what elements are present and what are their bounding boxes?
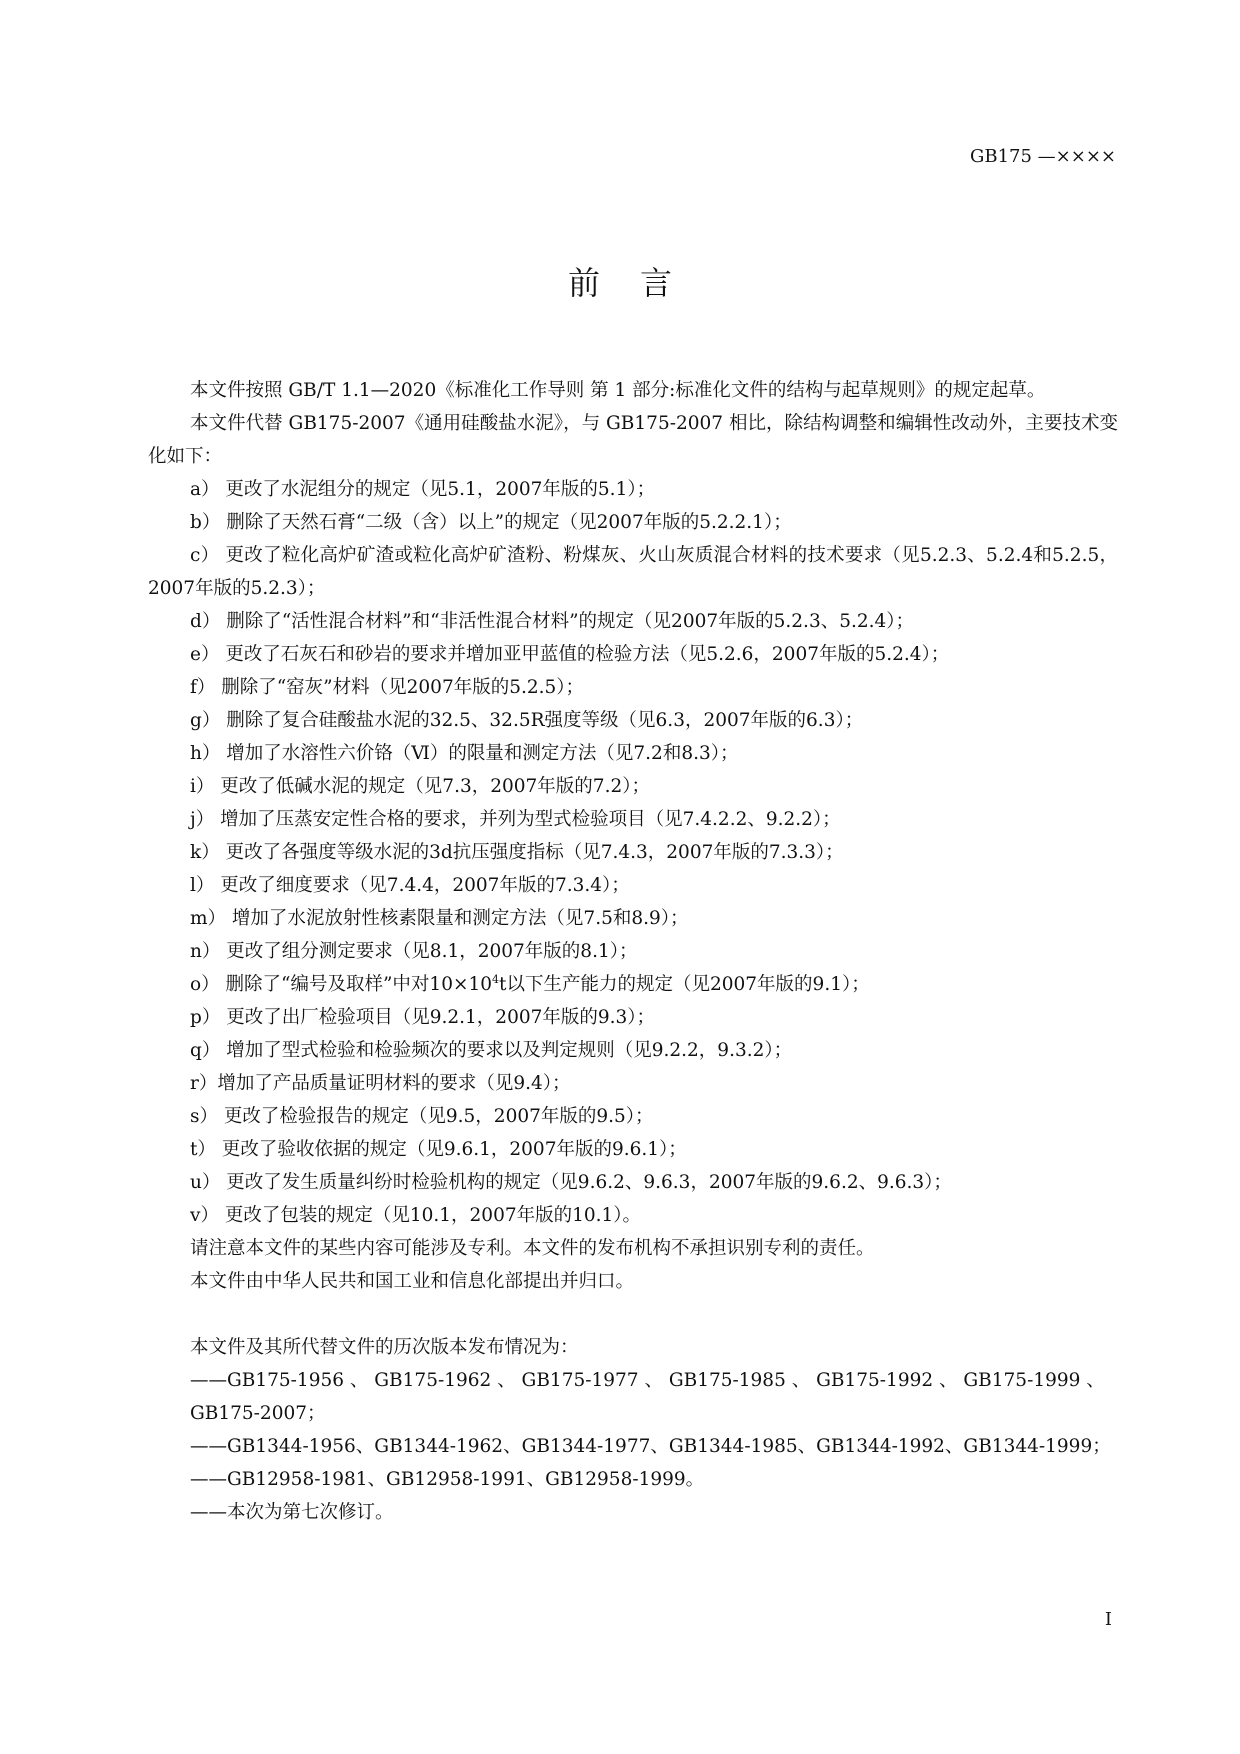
change-item-q: q） 增加了型式检验和检验频次的要求以及判定规则（见9.2.2，9.3.2）； — [190, 1040, 793, 1061]
change-item-o-exponent: 4 — [492, 972, 500, 986]
document-code: GB175 —×××× — [969, 146, 1116, 167]
page-number: I — [1104, 1609, 1112, 1630]
history-line-gb1344: ——GB1344-1956、GB1344-1962、GB1344-1977、GB1344-1985、GB1344-1992、GB1344-1999； — [190, 1436, 1111, 1457]
history-line-revision: ——本次为第七次修订。 — [190, 1502, 394, 1523]
change-item-h: h） 增加了水溶性六价铬（Ⅵ）的限量和测定方法（见7.2和8.3）； — [190, 743, 739, 764]
foreword-body — [148, 374, 1118, 1529]
proposer-notice: 本文件由中华人民共和国工业和信息化部提出并归口。 — [190, 1271, 635, 1292]
change-item-k: k） 更改了各强度等级水泥的3d抗压强度指标（见7.4.3，2007年版的7.3.3）； — [190, 842, 844, 863]
intro-paragraph-2: 本文件代替 GB175-2007《通用硅酸盐水泥》，与 GB175-2007 相比，除结构调整和编辑性改动外，主要技术变化如下： — [148, 413, 1118, 467]
change-item-d: d） 删除了“活性混合材料”和“非活性混合材料”的规定（见2007年版的5.2.3、5.2.4）； — [190, 611, 915, 632]
patent-notice: 请注意本文件的某些内容可能涉及专利。本文件的发布机构不承担识别专利的责任。 — [190, 1238, 875, 1259]
change-item-t: t） 更改了验收依据的规定（见9.6.1，2007年版的9.6.1）； — [190, 1139, 687, 1160]
change-item-b: b） 删除了天然石膏“二级（含）以上”的规定（见2007年版的5.2.2.1）； — [190, 512, 792, 533]
change-item-n: n） 更改了组分测定要求（见8.1，2007年版的8.1）； — [190, 941, 638, 962]
change-item-l: l） 更改了细度要求（见7.4.4，2007年版的7.3.4）； — [190, 875, 630, 896]
change-item-p: p） 更改了出厂检验项目（见9.2.1，2007年版的9.3）； — [190, 1007, 656, 1028]
intro-paragraph-1: 本文件按照 GB/T 1.1—2020《标准化工作导则 第 1 部分:标准化文件的结构与起草规则》的规定起草。 — [190, 380, 1046, 401]
change-item-e: e） 更改了石灰石和砂岩的要求并增加亚甲蓝值的检验方法（见5.2.6，2007年版的5.2.4）； — [190, 644, 950, 665]
change-item-j: j） 增加了压蒸安定性合格的要求，并列为型式检验项目（见7.4.2.2、9.2.2）； — [190, 809, 841, 830]
page-title — [0, 258, 1240, 304]
history-line-gb175: ——GB175-1956 、 GB175-1962 、 GB175-1977 、 GB175-1985 、 GB175-1992 、 GB175-1999 、GB175-2007； — [190, 1370, 1105, 1424]
change-item-r: r）增加了产品质量证明材料的要求（见9.4）； — [190, 1073, 571, 1094]
change-item-o-before: o） 删除了“编号及取样”中对10×10 — [190, 974, 493, 995]
change-item-v: v） 更改了包装的规定（见10.1，2007年版的10.1）。 — [190, 1205, 642, 1226]
change-item-i: i） 更改了低碱水泥的规定（见7.3，2007年版的7.2）； — [190, 776, 650, 797]
change-item-m: m） 增加了水泥放射性核素限量和测定方法（见7.5和8.9）； — [190, 908, 689, 929]
title-char-2: 言 — [640, 264, 673, 302]
change-item-a: a） 更改了水泥组分的规定（见5.1，2007年版的5.1）； — [190, 479, 656, 500]
history-intro: 本文件及其所代替文件的历次版本发布情况为： — [190, 1337, 579, 1358]
title-char-1: 前 — [567, 264, 600, 302]
change-item-s: s） 更改了检验报告的规定（见9.5，2007年版的9.5）； — [190, 1106, 654, 1127]
change-item-c: c） 更改了粒化高炉矿渣或粒化高炉矿渣粉、粉煤灰、火山灰质混合材料的技术要求（见5.2.3、5.2.4和5.2.5，2007年版的5.2.3）； — [148, 545, 1118, 599]
change-item-f: f） 删除了“窑灰”材料（见2007年版的5.2.5）； — [190, 677, 585, 698]
change-item-o-after: t以下生产能力的规定（见2007年版的9.1）； — [499, 974, 870, 995]
change-item-g: g） 删除了复合硅酸盐水泥的32.5、32.5R强度等级（见6.3，2007年版的6.3）； — [190, 710, 864, 731]
change-item-o — [148, 968, 1118, 1001]
change-item-u: u） 更改了发生质量纠纷时检验机构的规定（见9.6.2、9.6.3，2007年版的9.6.2、9.6.3）； — [190, 1172, 952, 1193]
history-line-gb12958: ——GB12958-1981、GB12958-1991、GB12958-1999。 — [190, 1469, 705, 1490]
